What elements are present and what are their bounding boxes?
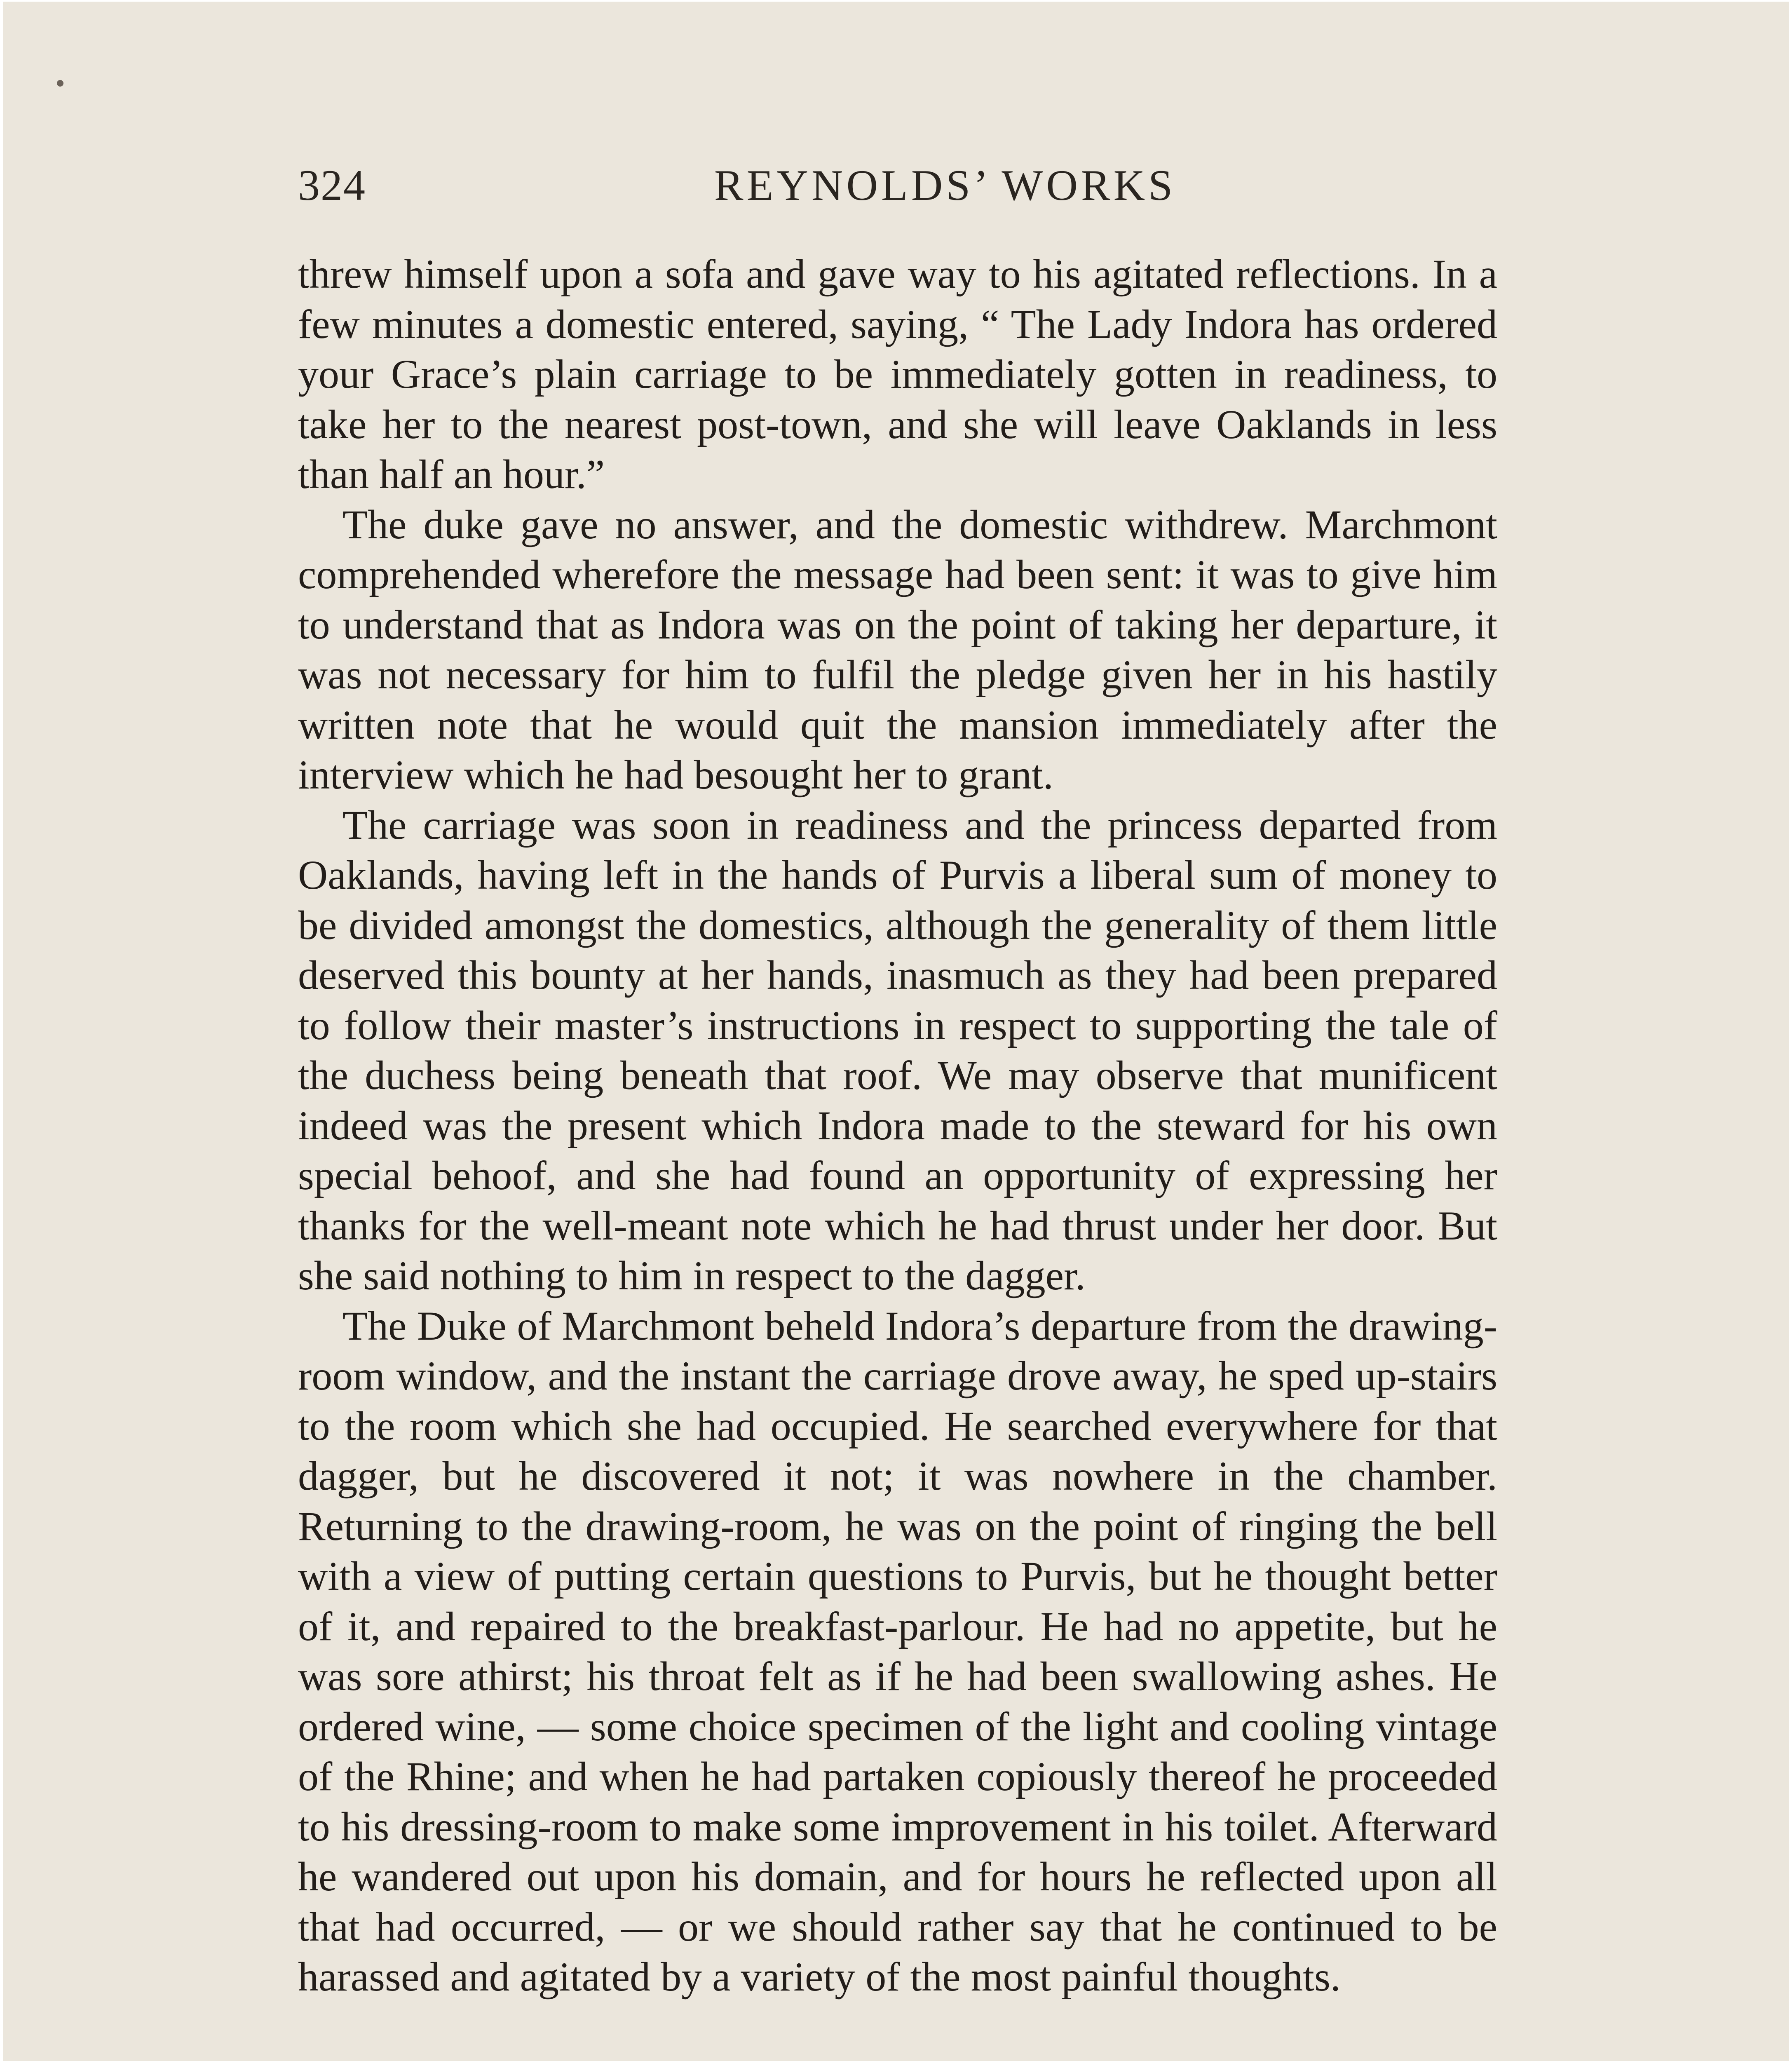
ink-speck [57, 80, 63, 87]
running-head: REYNOLDS’ WORKS [714, 161, 1176, 209]
page-header [298, 160, 1518, 230]
page-number: 324 [298, 161, 366, 209]
body-text [298, 249, 1497, 2002]
paragraph: The carriage was soon in readiness and the princess departed from Oaklands, having left in the hands of Purvis a liberal sum of money to be divided amongst the domestics, although the generality of them little deserved this bounty at her hands, inasmuch as they had been prepared to follow their master’s instructions in respect to supporting the tale of the duchess being beneath that roof. We may observe that munificent indeed was the present which Indora made to the steward for his own special behoof, and she had found an opportunity of expressing her thanks for the well-meant note which he had thrust under her door. But she said nothing to him in respect to the dagger. [298, 802, 1497, 1298]
paragraph: threw himself upon a sofa and gave way to his agitated reflections. In a few minutes a domestic entered, saying, “ The Lady Indora has ordered your Grace’s plain carriage to be immediately gotten in readiness, to take her to the nearest post-town, and she will leave Oaklands in less than half an hour.” [298, 251, 1497, 497]
book-page [3, 2, 1789, 2061]
paragraph: The Duke of Marchmont beheld Indora’s departure from the drawing-room window, and the instant the carriage drove away, he sped up-stairs to the room which she had occupied. He searched everywhere for that dagger, but he discovered it not; it was nowhere in the chamber. Returning to the drawing-room, he was on the point of ringing the bell with a view of putting certain questions to Purvis, but he thought better of it, and repaired to the breakfast-parlour. He had no appetite, but he was sore athirst; his throat felt as if he had been swallowing ashes. He ordered wine, — some choice specimen of the light and cooling vintage of the Rhine; and when he had partaken copiously thereof he proceeded to his dressing-room to make some improvement in his toilet. Afterward he wandered out upon his domain, and for hours he reflected upon all that had occurred, — or we should rather say that he continued to be harassed and agitated by a variety of the most painful thoughts. [298, 1303, 1497, 2000]
paragraph: The duke gave no answer, and the domestic withdrew. Marchmont comprehended wherefore the message had been sent: it was to give him to understand that as Indora was on the point of taking her departure, it was not necessary for him to fulfil the pledge given her in his hastily written note that he would quit the mansion immediately after the interview which he had besought her to grant. [298, 501, 1497, 798]
